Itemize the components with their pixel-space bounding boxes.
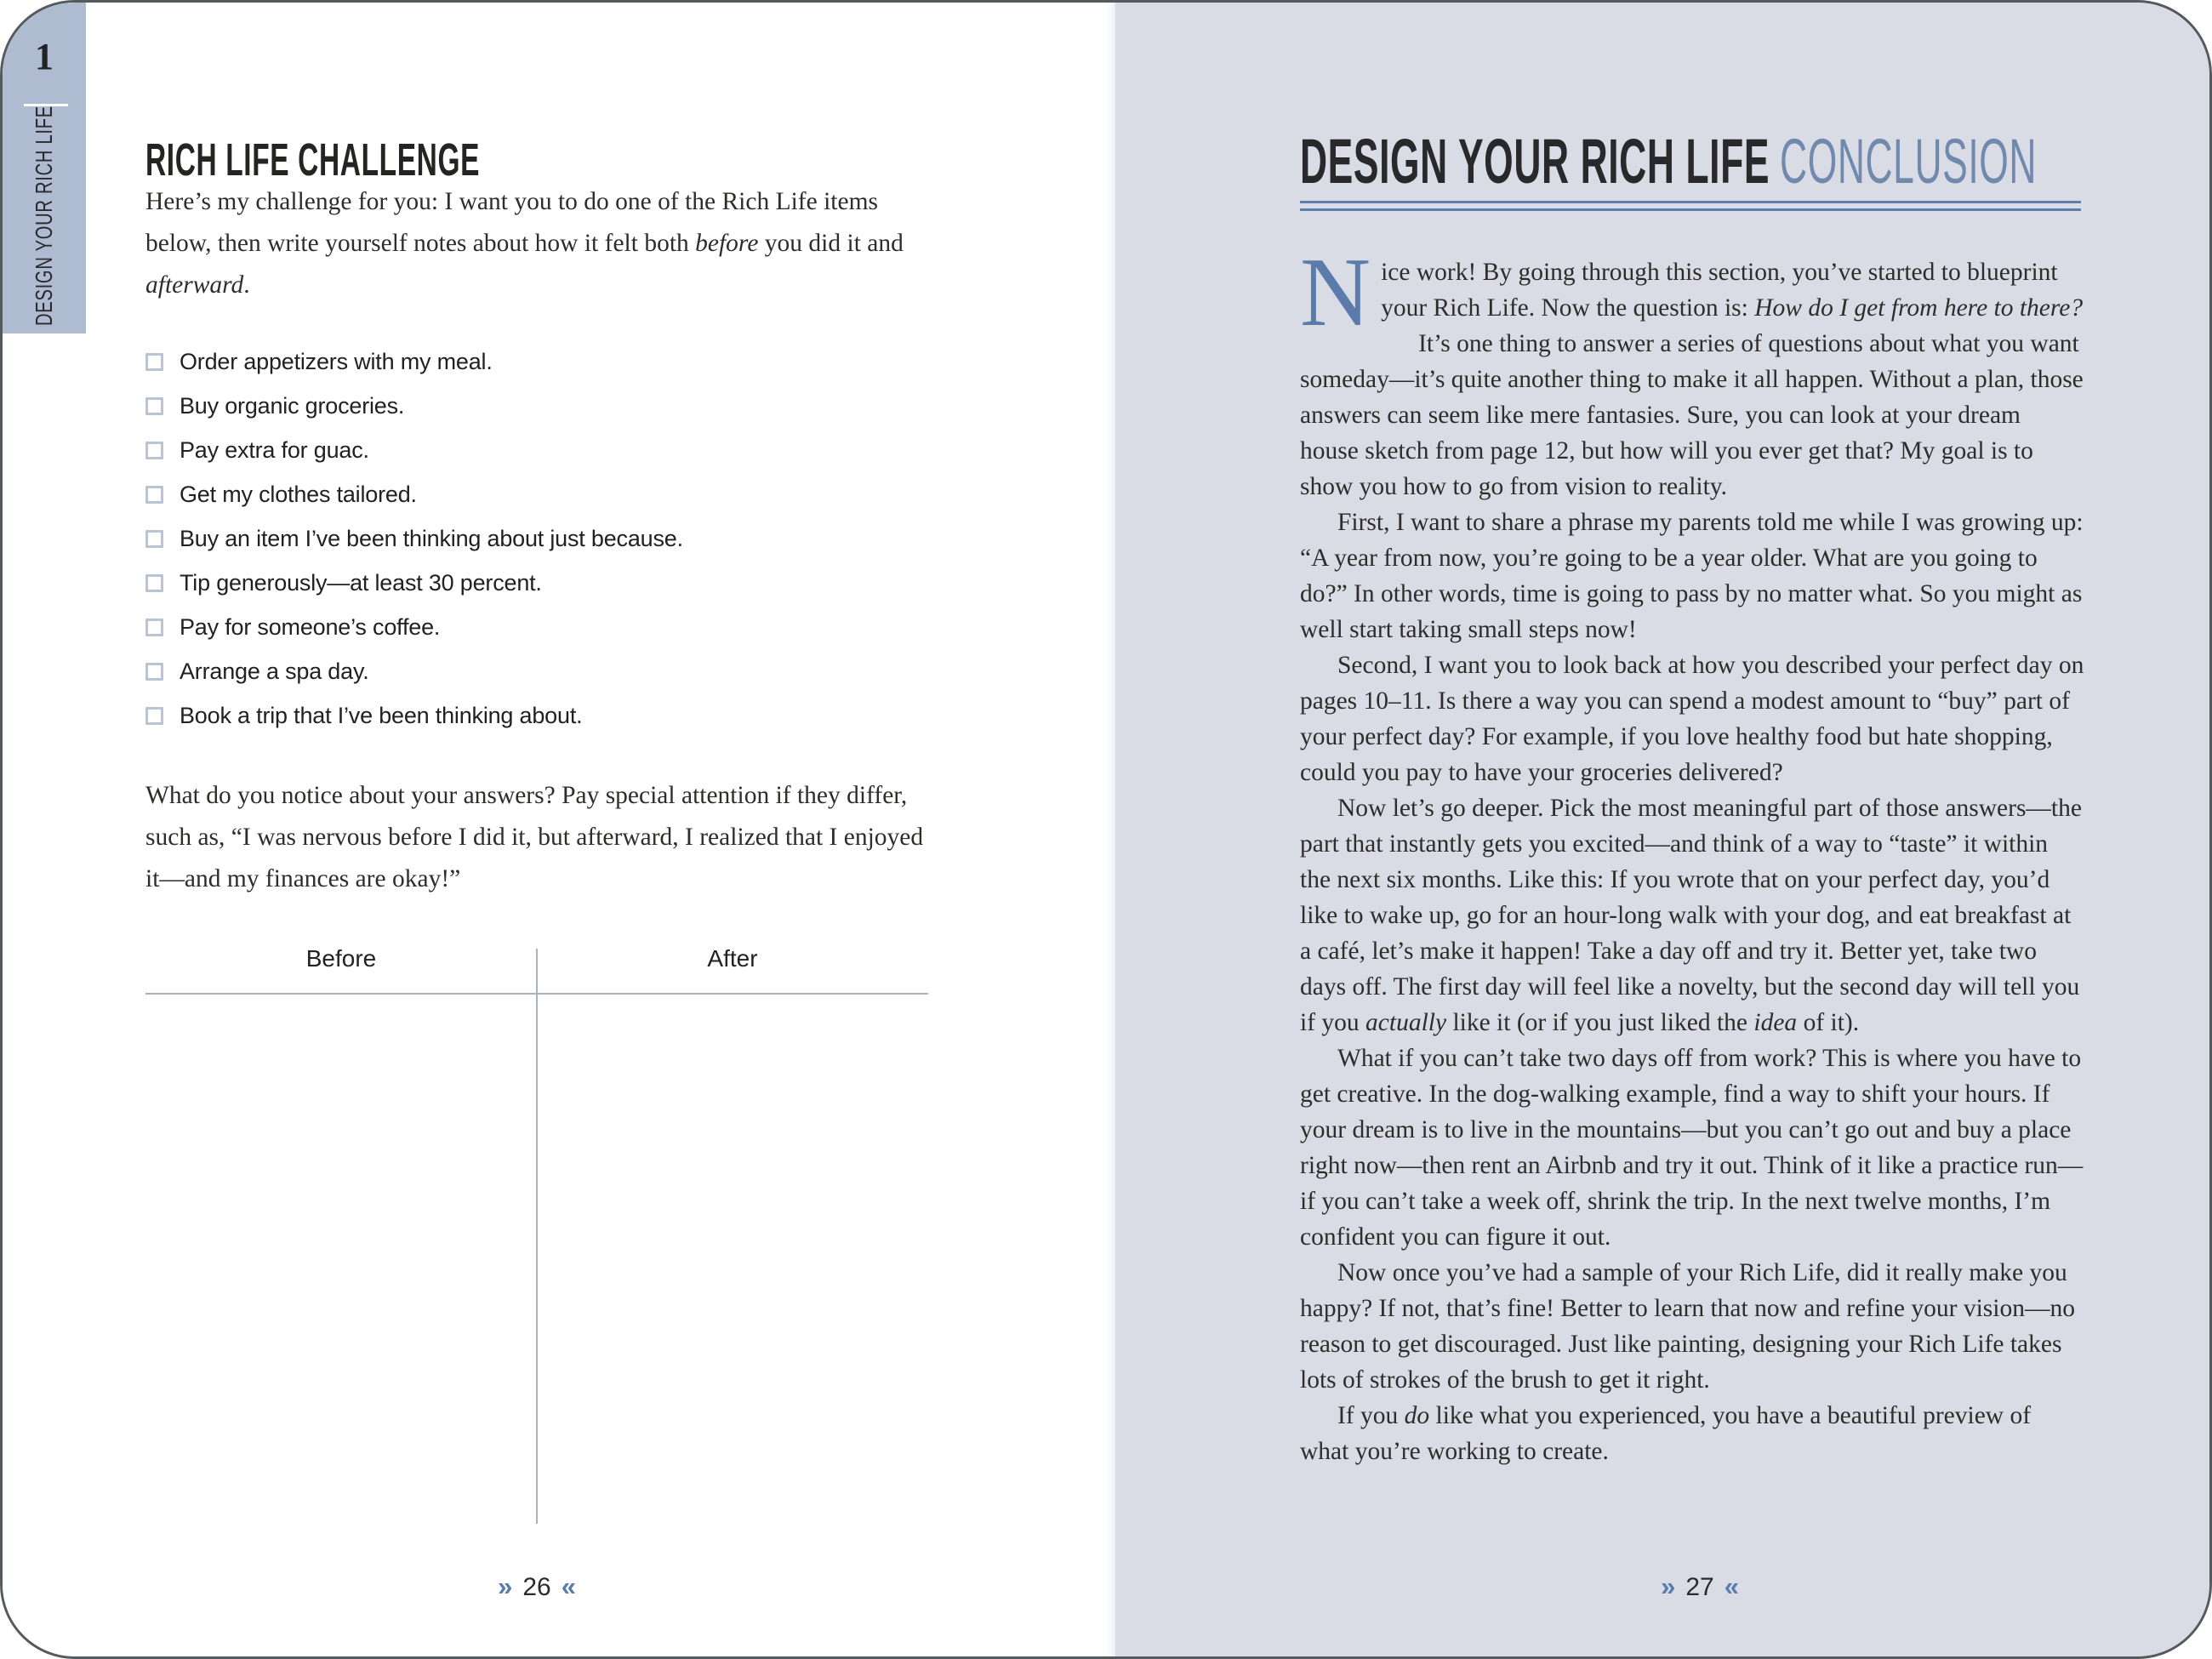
checkbox[interactable] <box>145 442 163 459</box>
checkbox[interactable] <box>145 397 163 415</box>
left-page-heading: RICH LIFE CHALLENGE <box>145 134 481 185</box>
checkbox[interactable] <box>145 530 163 548</box>
before-column-header: Before <box>305 945 377 972</box>
checkbox[interactable] <box>145 707 163 725</box>
checklist-item-label: Get my clothes tailored. <box>180 481 417 507</box>
guillemet-close-icon: « <box>561 1571 576 1601</box>
table-column-divider <box>536 949 538 1524</box>
before-after-table <box>145 942 928 1524</box>
checklist-item-label: Order appetizers with my meal. <box>180 348 493 374</box>
p5-italic-idea: idea <box>1753 1009 1798 1036</box>
checklist-item <box>145 516 683 561</box>
checklist-item <box>145 693 683 738</box>
checklist-item-label: Buy organic groceries. <box>180 392 405 419</box>
checklist-item-label: Pay extra for guac. <box>180 436 369 463</box>
right-page-heading <box>1300 126 2038 197</box>
challenge-intro-paragraph <box>145 181 937 306</box>
chapter-tab-label: DESIGN YOUR RICH LIFE <box>31 105 57 327</box>
after-writing-area[interactable] <box>539 995 928 1524</box>
checklist-item-label: Arrange a spa day. <box>180 658 369 684</box>
page-number-value: 27 <box>1685 1573 1714 1601</box>
heading-main: DESIGN YOUR RICH LIFE <box>1300 126 1770 197</box>
p5-text: like it (or if you just liked the <box>1446 1009 1754 1036</box>
guillemet-open-icon: » <box>1661 1571 1676 1601</box>
page-number-right <box>1308 1573 2091 1600</box>
intro-text: you did it and <box>758 230 904 257</box>
page-number-value: 26 <box>522 1573 551 1601</box>
intro-italic-before: before <box>695 230 759 257</box>
paragraph-4: Second, I want you to look back at how you described your perfect day on pages 10–11. Is there a way you can spend a modest amount to “buy” part of your perfect day? For example, if you love healthy food but hate shopping, could you pay to have your groceries delivered? <box>1300 652 2084 786</box>
page-seam <box>1107 3 1115 1656</box>
p1-text: ice work! By going through this section, you’ve started to blueprint your Rich Life. Now the question is: <box>1381 259 2058 322</box>
chapter-tab[interactable] <box>3 3 86 334</box>
paragraph-6: What if you can’t take two days off from work? This is where you have to get creative. In the dog-walking example, find a way to shift your hours. If your dream is to live in the mountains—but you can’t go out and buy a place right now—then rent an Airbnb and try it out. Think of it like a practice run—if you can’t take a week off, shrink the trip. In the next twelve months, I’m confident you can figure it out. <box>1300 1045 2084 1251</box>
before-writing-area[interactable] <box>145 995 535 1524</box>
checkbox[interactable] <box>145 663 163 681</box>
checkbox[interactable] <box>145 353 163 371</box>
notice-paragraph: What do you notice about your answers? Pay special attention if they differ, such as, “I was nervous before I did it, but afterward, I realized that I enjoyed it—and my finances are okay!” <box>145 782 924 892</box>
checklist-item <box>145 605 683 649</box>
heading-accent: CONCLUSION <box>1780 126 2038 197</box>
paragraph-3: First, I want to share a phrase my parents told me while I was growing up: “A year from now, you’re going to be a year older. What are you going to do?” In other words, time is going to pass by no matter what. So you might as well start taking small steps now! <box>1300 509 2084 643</box>
checkbox[interactable] <box>145 486 163 504</box>
checklist-item <box>145 649 683 693</box>
rich-life-checklist <box>145 339 683 738</box>
checklist-item-label: Pay for someone’s coffee. <box>180 613 441 640</box>
page-number-left <box>145 1573 928 1600</box>
heading-double-rule <box>1300 201 2081 211</box>
chapter-number: 1 <box>35 36 54 77</box>
p1-italic: How do I get from here to there? <box>1754 294 2084 322</box>
paragraph-5 <box>1300 790 2084 1040</box>
checklist-item <box>145 384 683 428</box>
checklist-item-label: Buy an item I’ve been thinking about just because. <box>180 525 683 551</box>
checklist-item <box>145 339 683 384</box>
checkbox[interactable] <box>145 574 163 592</box>
checklist-item-label: Tip generously—at least 30 percent. <box>180 569 542 596</box>
p5-text: Now let’s go deeper. Pick the most meaningful part of those answers—the part that instantly gets you excited—and think of a way to “taste” it within the next six months. Like this: If you wrote that on your perfect day, you’d like to wake up, go for an hour-long walk with your dog, and eat breakfast at a café, let’s make it happen! Take a day off and try it. Better yet, take two days off. The first day will feel like a novelty, but the second day will tell you if you <box>1300 795 2082 1036</box>
after-column-header: After <box>707 945 758 972</box>
p8-text: If you <box>1337 1402 1405 1429</box>
p5-italic-actually: actually <box>1365 1009 1447 1036</box>
right-page <box>1115 3 2212 1656</box>
checklist-item <box>145 428 683 472</box>
checklist-item <box>145 472 683 516</box>
drop-cap: N <box>1300 238 1371 346</box>
p8-text: like what you experienced, you have a beautiful preview of what you’re working to create. <box>1300 1402 2032 1465</box>
conclusion-body <box>1300 238 2084 1469</box>
checklist-item <box>145 561 683 605</box>
paragraph-7: Now once you’ve had a sample of your Rich Life, did it really make you happy? If not, that’s fine! Better to learn that now and refine your vision—no reason to get discouraged. Just like painting, designing your Rich Life takes lots of strokes of the brush to get it right. <box>1300 1259 2075 1394</box>
p5-text: of it). <box>1797 1009 1860 1036</box>
p8-italic-do: do <box>1404 1402 1430 1429</box>
intro-text: . <box>243 271 250 299</box>
guillemet-open-icon: » <box>498 1571 513 1601</box>
paragraph-1 <box>1300 238 2084 346</box>
intro-text: Here’s my challenge for you: I want you to do one of the Rich Life items below, then write yourself notes about how it felt both <box>145 188 879 257</box>
intro-italic-afterward: afterward <box>145 271 244 299</box>
paragraph-2: It’s one thing to answer a series of questions about what you want someday—it’s quite another thing to make it all happen. Without a plan, those answers can seem like mere fantasies. Sure, you can look at your dream house sketch from page 12, but how will you ever get that? My goal is to show you how to go from vision to reality. <box>1300 330 2084 500</box>
checkbox[interactable] <box>145 619 163 636</box>
paragraph-8 <box>1300 1398 2084 1469</box>
left-page <box>3 3 1107 1656</box>
guillemet-close-icon: « <box>1724 1571 1739 1601</box>
checklist-item-label: Book a trip that I’ve been thinking about. <box>180 702 583 728</box>
